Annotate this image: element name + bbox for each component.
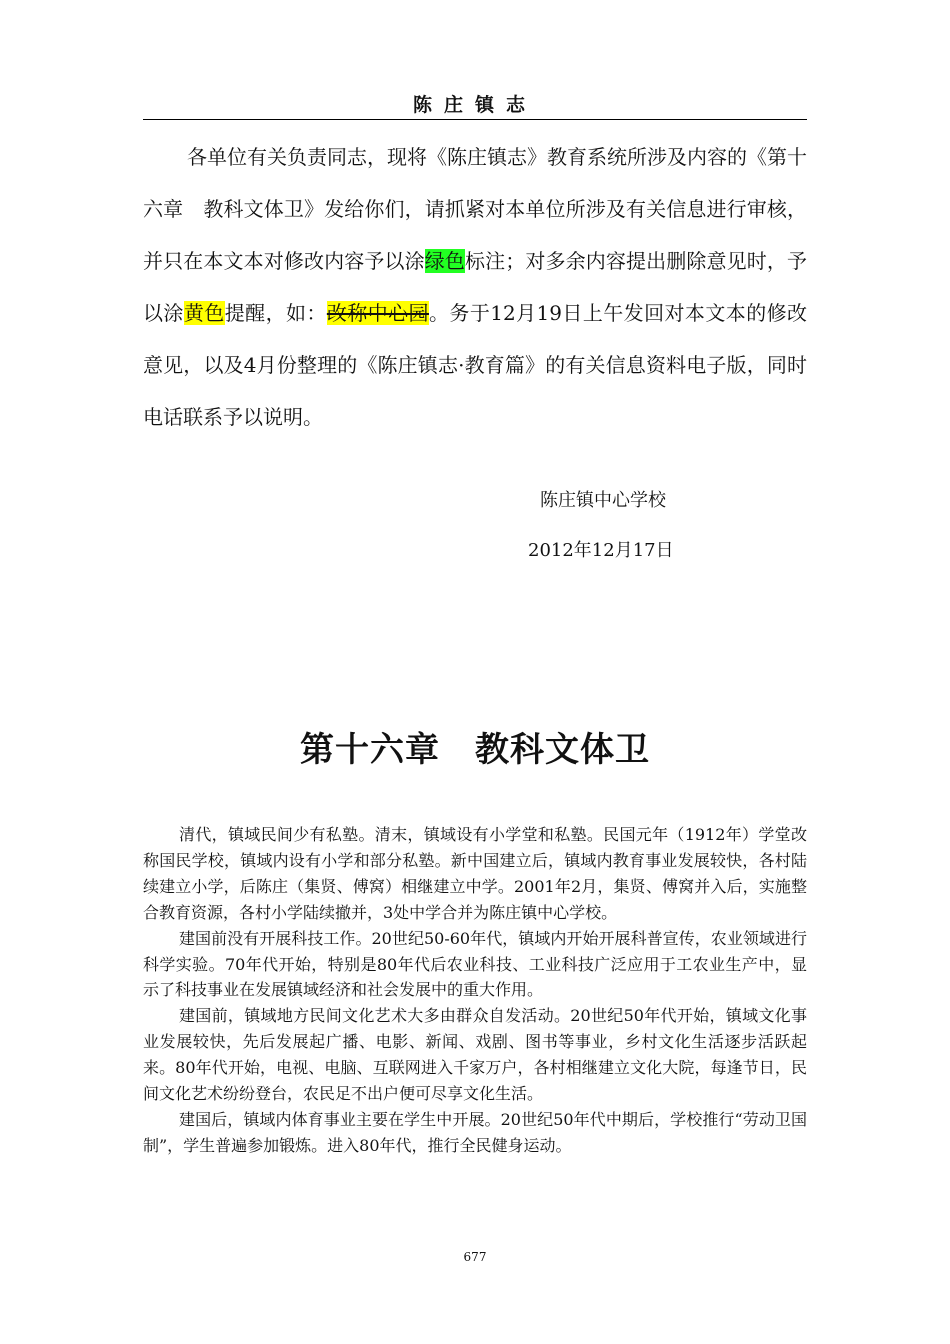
strikethrough-example: 改称中心园: [326, 301, 429, 325]
notice-text-4: 。务于12月19日上午发回对本文本的修改意见，以及4月份整理的《陈庄镇志·教育篇》的有关信息资料电子版，同时电话联系予以说明。: [143, 301, 808, 429]
page-number: 677: [463, 1250, 487, 1264]
body-paragraph-sports: 建国后，镇域内体育事业主要在学生中开展。20世纪50年代中期后，学校推行“劳动卫国制”，学生普遍参加锻炼。进入80年代，推行全民健身运动。: [143, 1109, 807, 1155]
running-header-title: 陈庄镇志: [412, 94, 537, 116]
body-paragraph-culture: 建国前，镇域地方民间文化艺术大多由群众自发活动。20世纪50年代开始，镇域文化事业发展较快，先后发展起广播、电影、新闻、戏剧、图书等事业，乡村文化生活逐步活跃起来。80年代开始，电视、电脑、互联网进入千家万户，各村相继建立文化大院，每逢节日，民间文化艺术纷纷登台，农民足不出户便可尽享文化生活。: [143, 1006, 807, 1104]
notice-text-3: 提醒，如：: [224, 301, 327, 325]
body-paragraph-education: 清代，镇域民间少有私塾。清末，镇域设有小学堂和私塾。民国元年（1912年）学堂改称国民学校，镇域内设有小学和部分私塾。新中国建立后，镇域内教育事业发展较快，各村陆续建立小学，后陈庄（集贤、傅窝）相继建立中学。2001年2月，集贤、傅窝并入后，实施整合教育资源，各村小学陆续撤并，3处中学合并为陈庄镇中心学校。: [143, 825, 807, 922]
green-highlight-example: 绿色: [424, 249, 465, 273]
notice-text-1: 各单位有关负责同志，现将《陈庄镇志》教育系统所涉及内容的《第十六章 教科文体卫》发给你们，请抓紧对本单位所涉及有关信息进行审核，并只在本文本对修改内容予以涂: [143, 145, 807, 273]
chapter-body: [143, 822, 807, 1159]
header-divider: [143, 119, 807, 120]
body-paragraph-science: 建国前没有开展科技工作。20世纪50-60年代，镇域内开始开展科普宣传，农业领域进行科学实验。70年代开始，特别是80年代后农业科技、工业科技广泛应用于工农业生产中，显示了科技事业在发展镇域经济和社会发展中的重大作用。: [143, 928, 807, 1000]
notice-text-2: 标注；对多余内容提出删除意见时，予以涂: [143, 249, 807, 325]
chapter-title: 第十六章 教科文体卫: [300, 730, 650, 770]
review-notice: [143, 131, 807, 443]
yellow-highlight-example: 黄色: [183, 301, 225, 325]
signature-organization: 陈庄镇中心学校: [540, 490, 666, 511]
signature-date: 2012年12月17日: [528, 540, 674, 561]
notice-paragraph: [143, 131, 807, 443]
